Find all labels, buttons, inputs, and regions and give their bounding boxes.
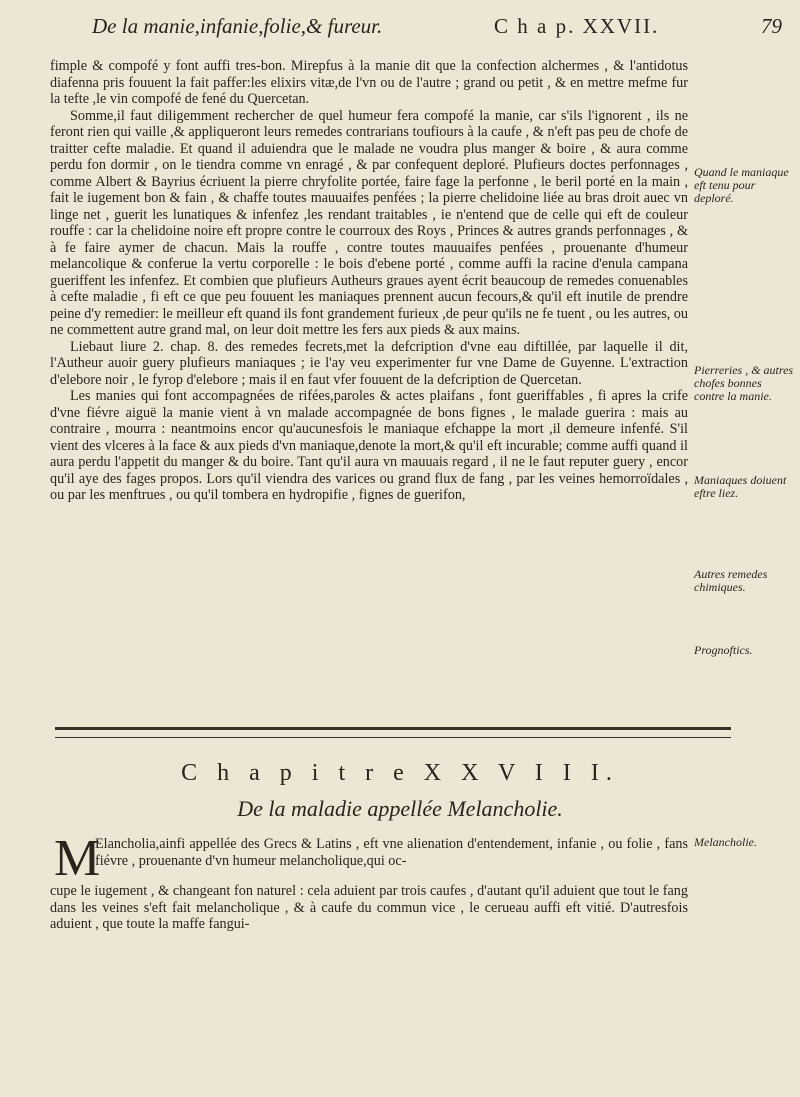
paragraph: Liebaut liure 2. chap. 8. des remedes fecrets,met la defcription d'vne eau diftillée, par laquelle il dit, l'Autheur auoir guery plufieurs maniaques ; ie l'ay veu experimenter fur vne Dame de Guyenne. L'extraction d'elebore noir , le fyrop d'elebore ; mais il en faut vfer fouuent de la defcription de Quercetan. bbox=[50, 338, 688, 388]
margin-note: Quand le maniaque eft tenu pour deploré. bbox=[694, 165, 789, 205]
chapter-heading: C h a p. XXVII. bbox=[494, 14, 660, 38]
drop-cap: M bbox=[54, 830, 101, 887]
body-text bbox=[50, 58, 688, 504]
running-header bbox=[92, 14, 782, 48]
paragraph: Somme,il faut diligemment rechercher de quel humeur fera compofé la manie, car s'ils l'ignorent , ils ne feront rien qui vaille ,& appliqueront leurs remedes contrarians toufiours à la caufe , & n'eft pas peu de chofe de traitter cefte maladie. Et quand il aduiendra que le malade ne voudra plus manger & boire , & aura comme perdu fon dormir , on le tiendra comme vn enragé , & par confequent deploré. Plufieurs doctes perfonnages , comme Albert & Bayrius écriuent la pierre chryfolite portée, faire fage la perfonne , le beril porté en la main , fait le iugement bon & fain , & chaffe toutes mauuaifes penfées ; la pierre chelidoine liée au bras droit auec vn linge net , guerit les lunatiques & infenfez ,les rendant traitables , ie n'entend que de celle qui eft de couleur rouffe : car la chelidoine noire eft propre contre le courroux des Roys , Princes & autres grands perfonnages , & à fe faire aymer de chacun. Mais la rouffe , contre toutes mauuaifes penfées , prouenante d'humeur melancolique & conferue la vertu corporelle : le bois d'ebene porté , comme auffi la racine d'enula campana gueriffent les infenfez. Et combien que plufieurs Autheurs graues ayent écrit beaucoup de remedes conuenables à cefte maladie , fi eft ce que peu fouuent les maniaques prennent aucun fecours,& qu'il eft inutile de prendre peine d'y remedier: le meilleur eft quand ils font grandement furieux ,de peur qu'ils ne fe tuent , ou les autres, ou ne commettent autre grand mal, on leur doit mettre les fers aux pieds & aux mains. bbox=[50, 107, 688, 338]
chapter-subtitle: De la maladie appellée Melancholie. bbox=[237, 796, 563, 821]
paragraph: Elancholia,ainfi appellée des Grecs & Latins , eft vne alienation d'entendement, infanie , ou folie , fans fiévre , prouenante d'vn humeur melancholique,qui oc- bbox=[95, 836, 688, 869]
chapter-opening-text bbox=[95, 836, 688, 869]
margin-note: Melancholie. bbox=[694, 835, 757, 849]
chapter-title: C h a p i t r e X X V I I I. bbox=[181, 760, 619, 786]
running-title: De la manie,infanie,folie,& fureur. bbox=[92, 14, 383, 38]
margin-note: Maniaques doiuent eftre liez. bbox=[694, 473, 787, 500]
margin-note: Autres remedes chimiques. bbox=[694, 567, 768, 594]
section-divider bbox=[55, 727, 731, 738]
page-number: 79 bbox=[761, 14, 782, 38]
margin-note: Prognoftics. bbox=[694, 643, 753, 657]
paragraph: cupe le iugement , & changeant fon naturel : cela aduient par trois caufes , d'autant qu'il aduient que tout le fang dans les veines s'eft fait melancholique , & à caufe du commun vice , le cerueau auffi eft vitié. D'autresfois aduient , que toute la maffe fangui- bbox=[50, 883, 688, 933]
paragraph: fimple & compofé y font auffi tres-bon. Mirepfus à la manie dit que la confection alchermes , & l'antidotus diafenna pris fouuent la fait paffer:les elixirs vitæ,de l'vn ou de l'autre ; grand ou petit , & en mettre mefme fur la tefte ,le vin compofé de fené du Quercetan. bbox=[50, 58, 688, 107]
margin-note: Pierreries , & autres chofes bonnes contre la manie. bbox=[694, 363, 794, 403]
chapter-continued-text bbox=[50, 869, 688, 947]
paragraph: Les manies qui font accompagnées de rifées,paroles & actes plaifans , font gueriffables , fi apres la crife d'vne fiévre aiguë la manie vient à vn malade accompagnée de bons fignes , le malade guerira : mais au contraire , mourra : neantmoins encor qu'aucunesfois le maniaque efchappe la mort ,il demeure infenfé. S'il vient des vlceres à la face & aux pieds d'vn maniaque,denote la mort,& qu'il eft incurable; comme auffi quand il aura perdu l'appetit du manger & du boire. Tant qu'il aura vn mauuais regard , il ne le faut reputer guery , encor qu'il aye des fages propos. Lors qu'il viendra des varices ou grand flux de fang , par les veines hemorroïdales , ou par les menftrues , ou qu'il tombera en hydropifie , fignes de guerifon, bbox=[50, 388, 688, 503]
